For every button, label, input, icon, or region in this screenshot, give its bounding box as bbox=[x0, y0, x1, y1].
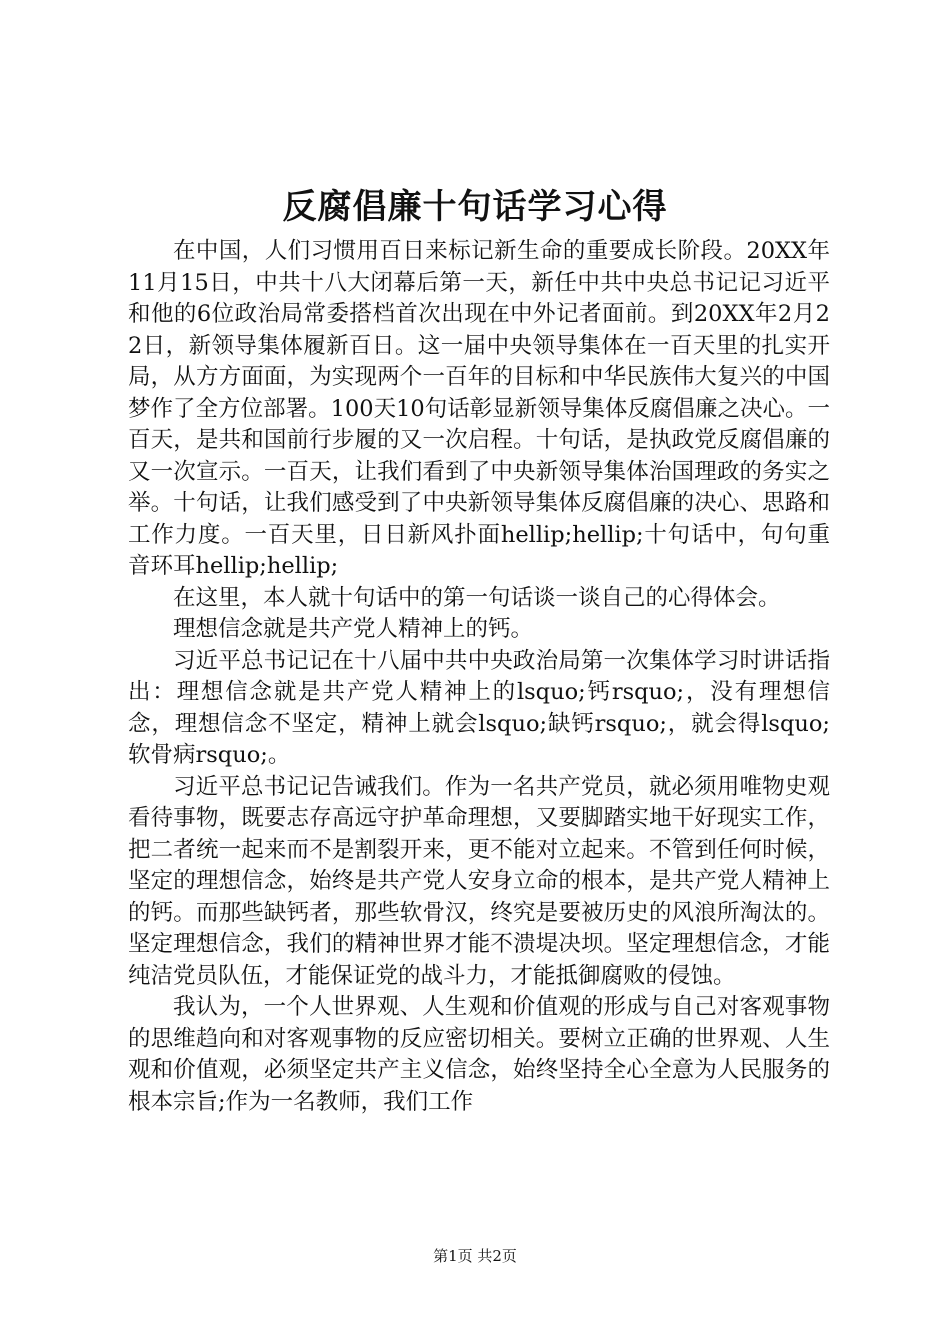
paragraph: 在这里，本人就十句话中的第一句话谈一谈自己的心得体会。 bbox=[173, 584, 781, 611]
paragraph: 习近平总书记记在十八届中共中央政治局第一次集体学习时讲话指出：理想信念就是共产党人精神上的lsquo;钙rsquo;，没有理想信念，理想信念不坚定，精神上就会lsquo;缺钙rsquo;，就会得lsquo;软骨病rsquo;。 bbox=[128, 647, 830, 768]
document-body bbox=[128, 236, 830, 1118]
paragraph: 在中国，人们习惯用百日来标记新生命的重要成长阶段。20XX年11月15日，中共十八大闭幕后第一天，新任中共中央总书记记习近平和他的6位政治局常委搭档首次出现在中外记者面前。到20XX年2月22日，新领导集体履新百日。这一届中央领导集体在一百天里的扎实开局，从方方面面，为实现两个一百年的目标和中华民族伟大复兴的中国梦作了全方位部署。100天10句话彰显新领导集体反腐倡廉之决心。一百天，是共和国前行步履的又一次启程。十句话，是执政党反腐倡廉的又一次宣示。一百天，让我们看到了中央新领导集体治国理政的务实之举。十句话，让我们感受到了中央新领导集体反腐倡廉的决心、思路和工作力度。一百天里，日日新风扑面hellip;hellip;十句话中，句句重音环耳hellip;hellip; bbox=[128, 238, 830, 579]
paragraph: 习近平总书记记告诫我们。作为一名共产党员，就必须用唯物史观看待事物，既要志存高远守护革命理想，又要脚踏实地干好现实工作，把二者统一起来而不是割裂开来，更不能对立起来。不管到任何时候，坚定的理想信念，始终是共产党人安身立命的根本，是共产党人精神上的钙。而那些缺钙者，那些软骨汉，终究是要被历史的风浪所淘汰的。坚定理想信念，我们的精神世界才能不溃堤决坝。坚定理想信念，才能纯洁党员队伍，才能保证党的战斗力，才能抵御腐败的侵蚀。 bbox=[128, 773, 830, 989]
paragraph: 我认为，一个人世界观、人生观和价值观的形成与自己对客观事物的思维趋向和对客观事物的反应密切相关。要树立正确的世界观、人生观和价值观，必须坚定共产主义信念，始终坚持全心全意为人民服务的根本宗旨;作为一名教师，我们工作 bbox=[128, 994, 830, 1115]
page-number-footer: 第1页 共2页 bbox=[433, 1247, 517, 1265]
paragraph: 理想信念就是共产党人精神上的钙。 bbox=[173, 616, 534, 642]
document-title: 反腐倡廉十句话学习心得 bbox=[282, 187, 668, 227]
